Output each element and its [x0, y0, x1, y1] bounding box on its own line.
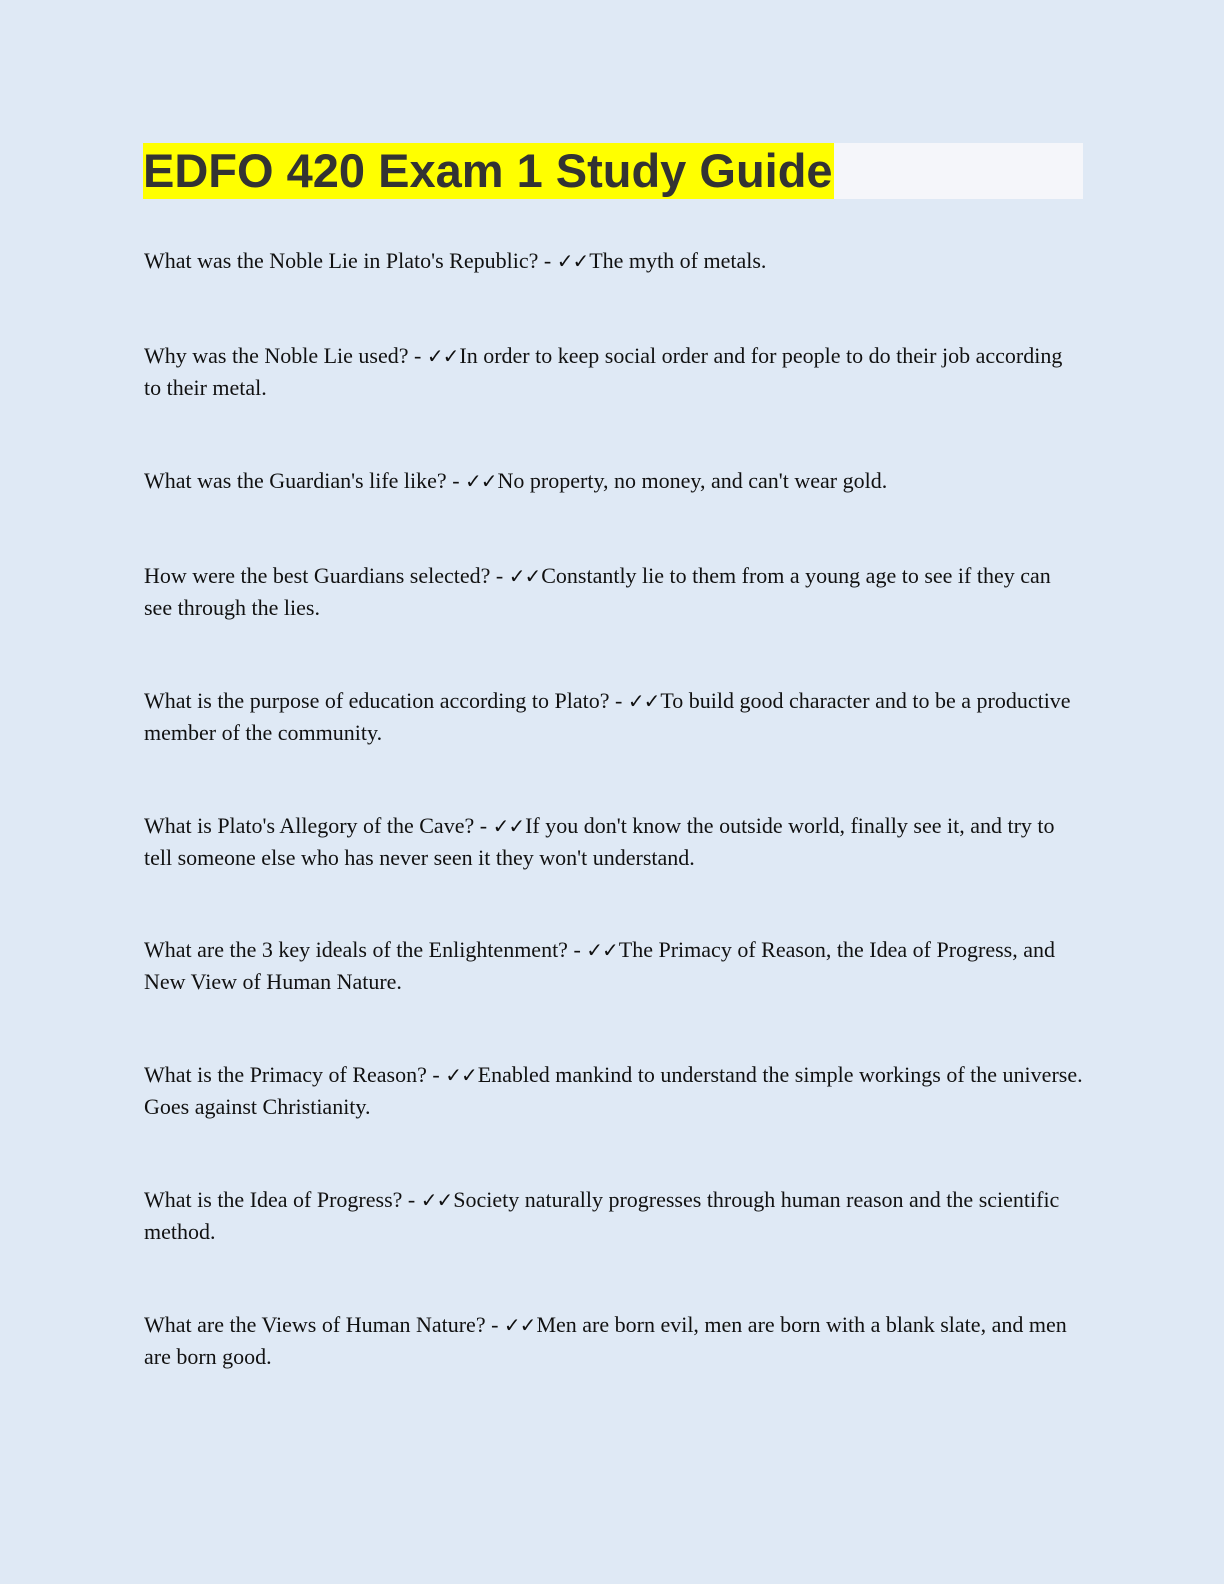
answer-text: Enabled mankind to understand the simple workings of the universe. Goes against Christianity. — [144, 1062, 1083, 1119]
separator: - — [609, 688, 628, 713]
separator: - — [490, 563, 509, 588]
double-check-icon: ✓✓ — [426, 344, 459, 368]
question-text: Why was the Noble Lie used? — [144, 343, 409, 368]
double-check-icon: ✓✓ — [586, 938, 618, 962]
answer-text: If you don't know the outside world, finally see it, and try to tell someone else who has never seen it they won't understand. — [144, 813, 1055, 870]
separator: - — [402, 1187, 421, 1212]
question-text: What is the purpose of education according to Plato? — [144, 688, 610, 713]
qa-item — [144, 340, 1084, 403]
answer-text: To build good character and to be a productive member of the community. — [144, 688, 1071, 745]
answer-text: The Primacy of Reason, the Idea of Progress, and New View of Human Nature. — [144, 937, 1056, 994]
qa-item — [144, 934, 1084, 997]
double-check-icon: ✓✓ — [503, 1313, 536, 1337]
separator: - — [426, 1062, 446, 1087]
qa-item — [144, 465, 1084, 497]
separator: - — [567, 937, 587, 962]
answer-text: No property, no money, and can't wear gold. — [497, 468, 888, 493]
answer-text: Men are born evil, men are born with a blank slate, and men are born good. — [144, 1312, 1067, 1369]
question-text: What was the Guardian's life like? — [144, 468, 447, 493]
qa-item — [144, 1184, 1084, 1247]
separator: - — [538, 248, 557, 273]
double-check-icon: ✓✓ — [465, 469, 497, 493]
document-title: EDFO 420 Exam 1 Study Guide — [143, 144, 833, 197]
qa-item — [144, 245, 1084, 277]
question-text: What are the 3 key ideals of the Enlightenment? — [144, 937, 568, 962]
double-check-icon: ✓✓ — [492, 814, 525, 838]
question-text: What are the Views of Human Nature? — [144, 1312, 486, 1337]
double-check-icon: ✓✓ — [627, 689, 660, 713]
double-check-icon: ✓✓ — [420, 1188, 453, 1212]
answer-text: The myth of metals. — [589, 248, 767, 273]
qa-item — [144, 810, 1084, 873]
question-text: What is the Idea of Progress? — [144, 1187, 403, 1212]
question-text: What is Plato's Allegory of the Cave? — [144, 813, 475, 838]
separator: - — [474, 813, 493, 838]
answer-text: In order to keep social order and for people to do their job according to their metal. — [144, 343, 1063, 400]
question-text: What was the Noble Lie in Plato's Republic? — [144, 248, 539, 273]
qa-item — [144, 685, 1084, 748]
double-check-icon: ✓✓ — [556, 249, 589, 273]
answer-text: Constantly lie to them from a young age to see if they can see through the lies. — [144, 563, 1051, 620]
separator: - — [485, 1312, 504, 1337]
separator: - — [446, 468, 466, 493]
question-text: How were the best Guardians selected? — [144, 563, 491, 588]
qa-item — [144, 1059, 1084, 1122]
qa-item — [144, 560, 1084, 623]
question-text: What is the Primacy of Reason? — [144, 1062, 427, 1087]
qa-item — [144, 1309, 1084, 1372]
double-check-icon: ✓✓ — [508, 564, 541, 588]
double-check-icon: ✓✓ — [445, 1063, 477, 1087]
separator: - — [408, 343, 427, 368]
answer-text: Society naturally progresses through human reason and the scientific method. — [144, 1187, 1060, 1244]
